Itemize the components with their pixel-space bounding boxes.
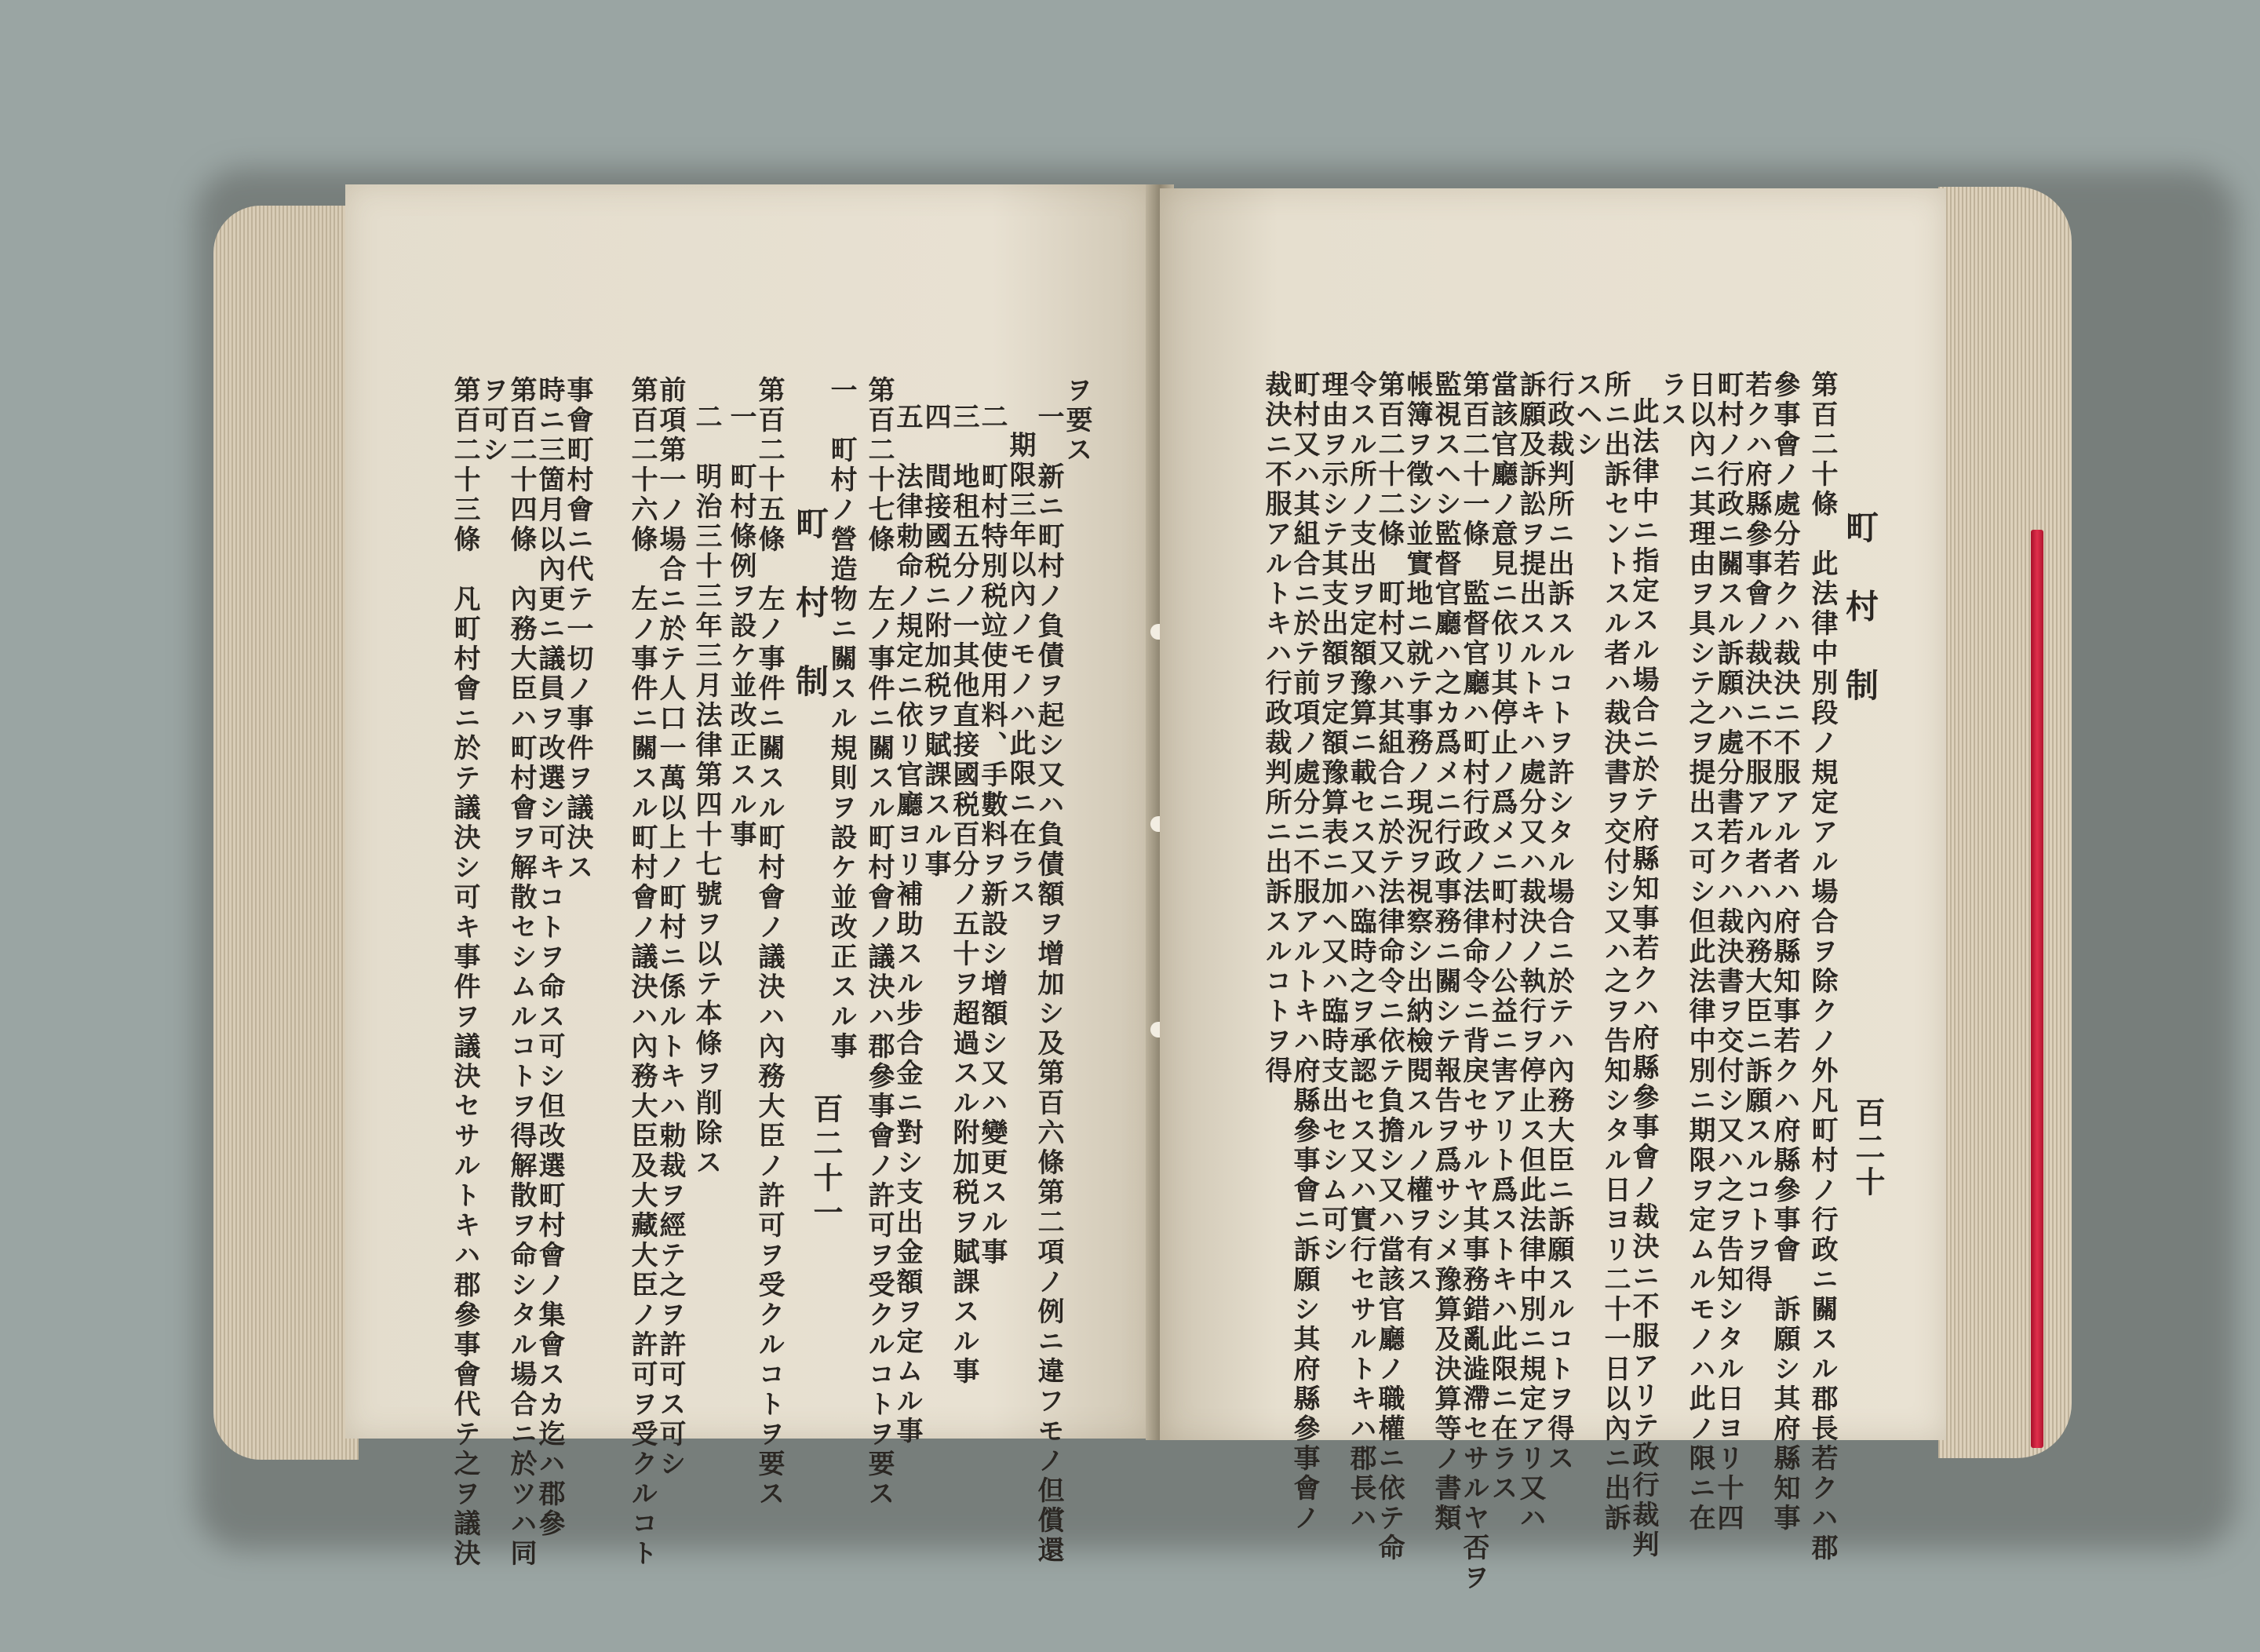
text-column: 第百二十條 此法律中別段ノ規定アル場合ヲ除クノ外凡町村ノ行政ニ關スル郡長若クハ郡 [1806, 370, 1838, 1563]
text-column: 行政裁判所ニ出訴スルコトヲ許シタル場合ニ於テハ內務大臣ニ訴願スルコトヲ得ス [1543, 370, 1574, 1474]
text-column: 當該官廳ノ意見ニ依リ其停止ノ爲メニ町村ノ公益ニ害アリト爲ストキハ此限ニ在ラス [1486, 370, 1518, 1504]
text-column: 監視スヘシ監督官廳ハ之カ爲メニ行政事務ニ關シテ報告ヲ爲サシメ豫算及決算等ノ書類 [1430, 370, 1461, 1533]
left-page-text-block [345, 184, 1154, 1569]
text-column: 所ニ出訴セントスル者ハ裁決書ヲ交付シ又ハ之ヲ告知シタル日ヨリ二十一日以內ニ出訴 [1599, 370, 1631, 1533]
text-column: 第百二十四條 內務大臣ハ町村會ヲ解散セシムルコトヲ得解散ヲ命シタル場合ニ於ツハ同 [505, 376, 537, 1569]
bookmark-ribbon [2031, 530, 2043, 1448]
text-column: 第百二十三條 凡町村會ニ於テ議決シ可キ事件ヲ議決セサルトキハ郡參事會代テ之ヲ議決 [449, 376, 480, 1569]
left-page-number: 百二十一 [808, 1093, 844, 1231]
text-column: 時ニ三箇月以內更ニ議員ヲ改選シ可キコトヲ命ス可シ但改選町村會ノ集會スカ迄ハ郡參 [534, 376, 565, 1539]
text-column: 期限三年以內ノモノハ此限ニ在ラス [1004, 431, 1036, 908]
text-column: 前項第一ノ場合ニ於テ人口一萬以上ノ町村ニ係ルトキハ勅裁ヲ經テ之ヲ許可ス可シ [654, 376, 686, 1479]
right-page-text-block [1160, 188, 1946, 1593]
text-column: 一 町村ノ營造物ニ關スル規則ヲ設ケ並改正スル事 [826, 376, 857, 1062]
text-column: 帳簿ヲ徵シ並實地ニ就テ事務ノ現況ヲ視察シ出納檢閱スルノ權ヲ有ス [1402, 370, 1433, 1295]
text-column: 日以內ニ其理由ヲ具シテ之ヲ提出ス可シ但此法律中別ニ期限ヲ定ムルモノハ此ノ限ニ在 [1684, 370, 1715, 1533]
text-column: 事會町村會ニ代テ一切ノ事件ヲ議決ス [562, 376, 593, 883]
text-column: ヲ要ス [1061, 376, 1092, 465]
text-column: 三 地租五分ノ一其他直接國税百分ノ五十ヲ超過スル附加税ヲ賦課スル事 [948, 403, 979, 1387]
text-column: ヲ可シ [477, 376, 508, 465]
text-column: 第百二十七條 左ノ事件ニ關スル町村會ノ議決ハ郡參事會ノ許可ヲ受クルコトヲ要ス [863, 376, 895, 1509]
text-column: 理由ヲ示シテ其支出額ヲ定額豫算表ニ加ヘ又ハ臨時支出セシム可シ [1317, 370, 1348, 1265]
text-column: 五 法律勅命ノ規定ニ依リ官廳ヨリ補助スル步合金ニ對シ支出金額ヲ定ムル事 [891, 403, 923, 1446]
text-column: 訴願及訴訟ヲ提出スルトキハ處分又ハ裁決ノ執行ヲ停止ス但此法律中別ニ規定アリ又ハ [1515, 370, 1546, 1533]
page-block-left-edge [213, 206, 359, 1460]
page-block-right-edge [1938, 187, 2072, 1458]
text-column: 町村ノ行政ニ關スル訴願ハ處分書若クハ裁決書ヲ交付シ又ハ之ヲ告知シタル日ヨリ十四 [1712, 370, 1744, 1533]
text-column: 第百二十一條 監督官廳ハ町村行政ノ法律命令ニ背戾セサルヤ其事務錯亂澁滯セサルヤ否ヲ [1458, 370, 1489, 1593]
text-column: 一 新ニ町村ノ負債ヲ起シ又ハ負債額ヲ增加シ及第百六條第二項ノ例ニ違フモノ但償還 [1033, 403, 1064, 1566]
text-column: 二 町村特別税竝使用料、手數料ヲ新設シ增額シ又ハ變更スル事 [976, 403, 1008, 1267]
right-page-title: 町 村 制 [1841, 510, 1879, 719]
text-column: 町村又ハ其組合ニ於テ前項ノ處分ニ不服アルトキハ府縣參事會ニ訴願シ其府縣參事會ノ [1289, 370, 1320, 1533]
right-page-number: 百二十 [1850, 1097, 1886, 1201]
text-column: ラス [1656, 370, 1687, 430]
text-column: 二 明治三十三年三月法律第四十七號ヲ以テ本條ヲ削除ス [691, 403, 722, 1178]
text-column: 此法律中ニ指定スル場合ニ於テ府縣知事若クハ府縣參事會ノ裁決ニ不服アリテ政行裁判 [1628, 397, 1659, 1560]
text-column: 參事會ノ處分若クハ裁決ニ不服アル者ハ府縣知事若クハ府縣參事會 訴願シ其府縣知事 [1769, 370, 1800, 1533]
text-column: 一 町村條例ヲ設ケ並改正スル事 [725, 403, 756, 850]
text-column: 令スル所ノ支出ヲ定額豫算ニ載セス又ハ臨時之ヲ承認セス又ハ實行セサルトキハ郡長ハ [1345, 370, 1376, 1533]
text-column: 若クハ府縣參事會ノ裁決ニ不服アル者ハ內務大臣ニ訴願スルコトヲ得 [1741, 370, 1772, 1295]
text-column: 第百二十二條 町村又ハ其組合ニ於テ法律命令ニ依テ負擔シ又ハ當該官廳ノ職權ニ依テ命 [1373, 370, 1405, 1563]
text-column: 第百二十五條 左ノ事件ニ關スル町村會ノ議決ハ內務大臣ノ許可ヲ受クルコトヲ要ス [753, 376, 785, 1509]
text-column: 第百二十六條 左ノ事件ニ關スル町村會ノ議決ハ內務大臣及大藏大臣ノ許可ヲ受クルコト [626, 376, 658, 1569]
left-page-title: 町 村 制 [791, 506, 829, 715]
text-column: 四 間接國税ニ附加税ヲ賦課スル事 [920, 403, 951, 880]
text-column: スヘシ [1571, 370, 1602, 460]
text-column: 裁決ニ不服アルトキハ行政裁判所ニ出訴スルコトヲ得 [1260, 370, 1292, 1086]
